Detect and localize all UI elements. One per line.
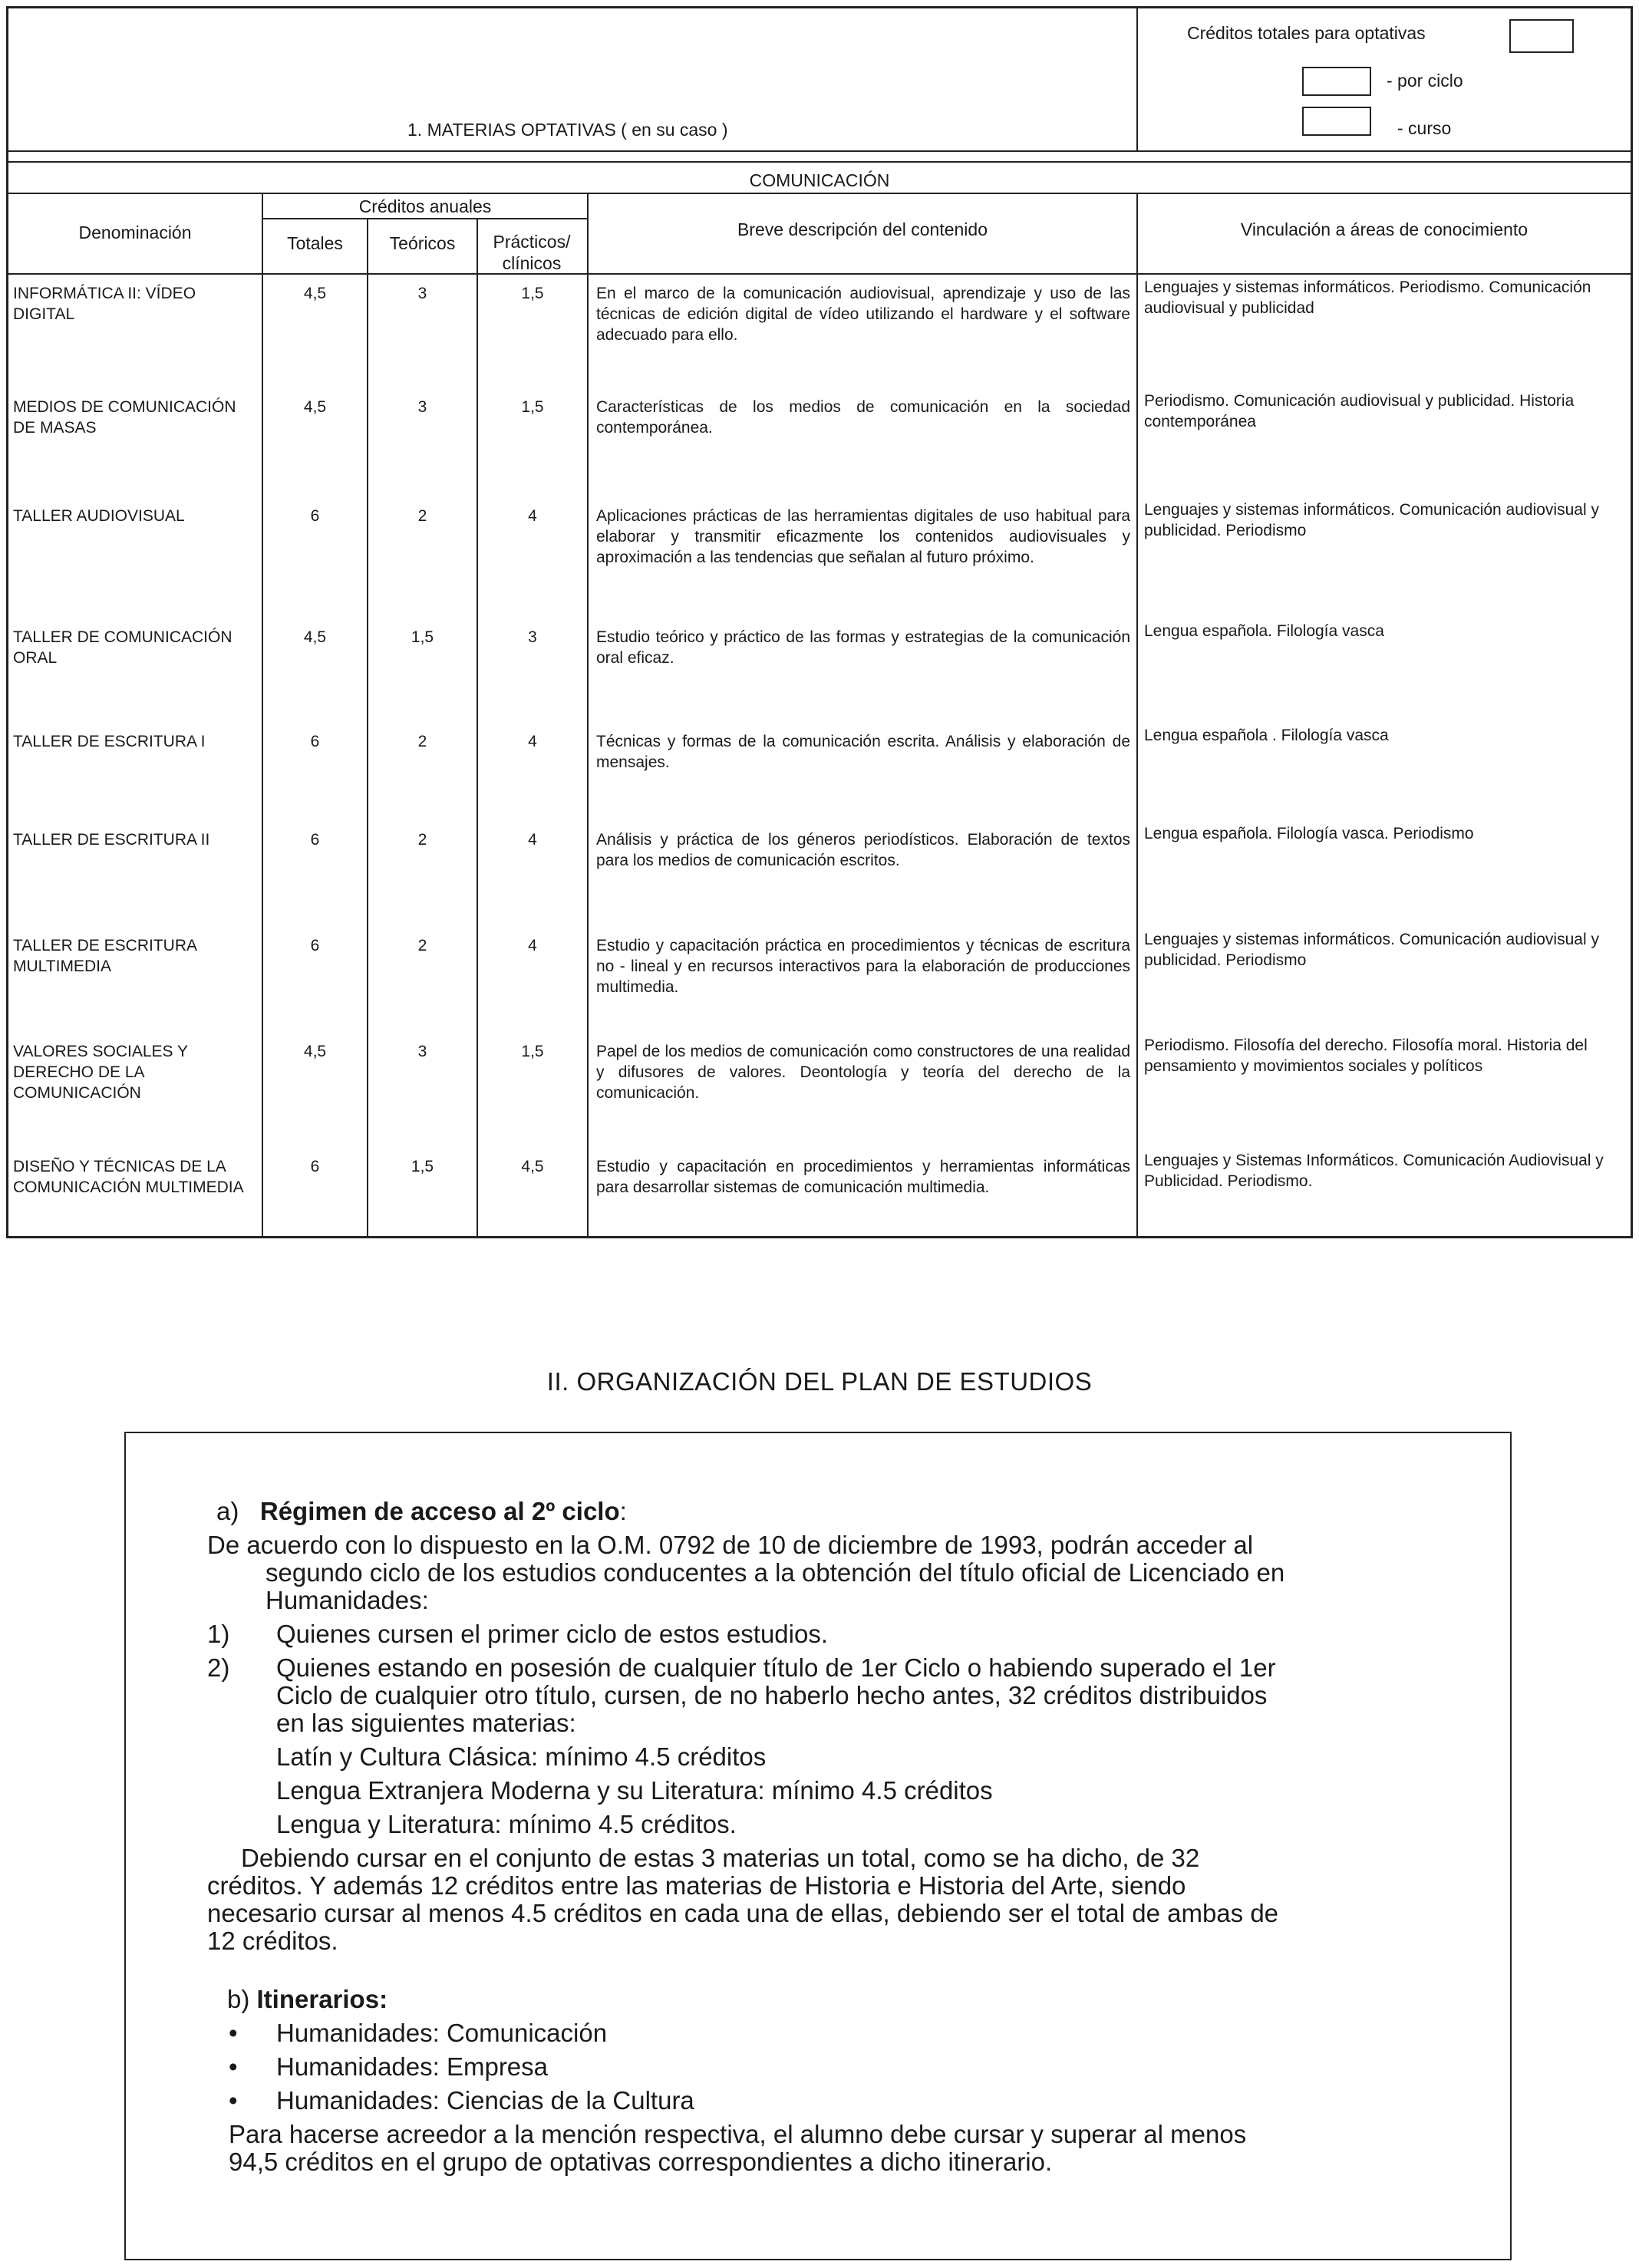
row-4-name: TALLER DE COMUNICACIÓN ORAL [13,628,232,667]
col-creditos-anuales: Créditos anuales [358,196,492,216]
sub-item-2: Lengua Extranjera Moderna y su Literatura: mínimo 4.5 créditos [276,1776,993,1805]
sub-item-1: Latín y Cultura Clásica: mínimo 4.5 créditos [276,1742,767,1771]
bullet-icon-2: • [229,2052,238,2081]
itinerario-1: Humanidades: Comunicación [276,2019,608,2047]
row-8-practicos: 1,5 [521,1043,544,1060]
row-5-totales: 6 [310,733,320,750]
item2-line-2: Ciclo de cualquier otro título, cursen, de no haberlo hecho antes, 32 créditos distribuidos [276,1681,1268,1709]
rule-section-bottom [8,193,1631,194]
row-6-name: TALLER DE ESCRITURA II [13,831,210,849]
item2-line-3: en las siguientes materias: [276,1709,576,1737]
row-1-totales: 4,5 [303,285,327,302]
col-rule-2 [367,218,368,1236]
row-8-areas: Periodismo. Filosofía del derecho. Filosofía moral. Historia del pensamiento y movimientos sociales y políticos [1144,1037,1588,1075]
intro-line-1: De acuerdo con lo dispuesto en la O.M. 0792 de 10 de diciembre de 1993, podrán acceder al [207,1531,1254,1559]
row-9-areas: Lenguajes y Sistemas Informáticos. Comunicación Audiovisual y Publicidad. Periodismo. [1144,1152,1604,1190]
col-denominacion: Denominación [78,223,192,242]
item2-line-1: Quienes estando en posesión de cualquier título de 1er Ciclo o habiendo superado el 1er [276,1653,1276,1682]
col-rule-3 [477,218,478,1236]
row-6-practicos: 4 [528,831,537,849]
row-1-desc: En el marco de la comunicación audiovisual, aprendizaje y uso de las técnicas de edición digital de vídeo utilizando el hardware y el software adecuado para ello. [596,285,1130,344]
para-line-3: necesario cursar al menos 4.5 créditos en cada una de ellas, debiendo ser el total de ambas de [207,1899,1279,1927]
materias-title: 1. MATERIAS OPTATIVAS ( en su caso ) [407,120,728,140]
row-3-name: TALLER AUDIOVISUAL [13,507,185,525]
heading-a-text: Régimen de acceso al 2º ciclo [259,1497,620,1525]
item2-num: 2) [207,1653,230,1682]
row-4-teoricos: 1,5 [411,628,434,646]
row-1-areas: Lenguajes y sistemas informáticos. Periodismo. Comunicación audiovisual y publicidad [1144,279,1591,317]
por-ciclo-box[interactable] [1302,67,1371,96]
itinerario-3: Humanidades: Ciencias de la Cultura [276,2086,694,2115]
row-4-areas: Lengua española. Filología vasca [1144,622,1384,640]
row-6-teoricos: 2 [417,831,427,849]
optativas-table [6,6,1633,1238]
heading-b-marker: b) [227,1985,250,2013]
row-3-totales: 6 [310,507,320,525]
row-3-practicos: 4 [528,507,537,525]
row-7-practicos: 4 [528,937,537,954]
bullet-icon-3: • [229,2086,238,2115]
rule-header-bottom-2 [8,161,1631,163]
row-2-desc: Características de los medios de comunicación en la sociedad contemporánea. [596,398,1130,437]
heading-a-colon: : [619,1497,627,1525]
col-totales: Totales [287,233,343,253]
row-5-areas: Lengua española . Filología vasca [1144,727,1389,744]
row-2-practicos: 1,5 [521,398,544,416]
col-practicos: Prácticos/ clínicos [493,232,571,273]
col-rule-5 [1136,193,1138,1236]
heading-a [216,1495,627,1528]
rule-header-bottom [8,150,1631,152]
para-line-1: Debiendo cursar en el conjunto de estas 3 materias un total, como se ha dicho, de 32 [241,1844,1200,1872]
row-1-practicos: 1,5 [521,285,544,302]
row-9-totales: 6 [310,1158,320,1175]
row-6-desc: Análisis y práctica de los géneros periodísticos. Elaboración de textos para los medios de comunicación escritos. [596,831,1130,869]
row-5-teoricos: 2 [417,733,427,750]
heading-a-marker: a) [216,1497,239,1525]
intro-line-3: Humanidades: [265,1586,429,1614]
row-8-desc: Papel de los medios de comunicación como constructores de una realidad y difusores de valores. Deontología y teoría del derecho de la comunicación. [596,1043,1130,1102]
row-4-practicos: 3 [528,628,537,646]
por-ciclo-label: - por ciclo [1387,71,1463,91]
row-7-teoricos: 2 [417,937,427,954]
row-5-name: TALLER DE ESCRITURA I [13,733,206,750]
row-4-desc: Estudio teórico y práctico de las formas y estrategias de la comunicación oral eficaz. [596,628,1130,667]
creditos-totales-box[interactable] [1509,19,1574,53]
intro-line-2: segundo ciclo de los estudios conducentes a la obtención del título oficial de Licenciado en [265,1558,1285,1587]
item1-num: 1) [207,1620,230,1648]
col-descripcion: Breve descripción del contenido [737,219,988,239]
curso-label: - curso [1397,118,1452,138]
final-line-1: Para hacerse acreedor a la mención respectiva, el alumno debe cursar y superar al menos [229,2120,1247,2148]
row-7-areas: Lenguajes y sistemas informáticos. Comunicación audiovisual y publicidad. Periodismo [1144,931,1599,969]
row-3-areas: Lenguajes y sistemas informáticos. Comunicación audiovisual y publicidad. Periodismo [1144,501,1599,539]
heading-b [227,1983,387,2016]
row-1-teoricos: 3 [417,285,427,302]
col-teoricos: Teóricos [389,233,456,253]
row-8-teoricos: 3 [417,1043,427,1060]
final-line-2: 94,5 créditos en el grupo de optativas correspondientes a dicho itinerario. [229,2148,1053,2176]
rule-creditos-sub [262,218,587,219]
itinerario-2: Humanidades: Empresa [276,2052,549,2081]
col-rule-4 [587,193,589,1236]
section-title: II. ORGANIZACIÓN DEL PLAN DE ESTUDIOS [546,1367,1093,1396]
col-rule-1 [262,193,263,1236]
bullet-icon-1: • [229,2019,238,2047]
row-9-desc: Estudio y capacitación en procedimientos y herramientas informáticas para desarrollar sistemas de comunicación multimedia. [596,1158,1130,1196]
row-8-name: VALORES SOCIALES Y DERECHO DE LA COMUNICACIÓN [13,1043,188,1102]
row-7-name: TALLER DE ESCRITURA MULTIMEDIA [13,937,196,975]
row-3-desc: Aplicaciones prácticas de las herramientas digitales de uso habitual para elaborar y transmitir eficazmente los contenidos audiovisuales y aproximación a las tendencias que señalan al futuro próximo. [596,507,1130,566]
row-7-desc: Estudio y capacitación práctica en procedimientos y técnicas de escritura no - lineal y en recursos interactivos para la elaboración de producciones multimedia. [596,937,1130,996]
row-2-name: MEDIOS DE COMUNICACIÓN DE MASAS [13,398,236,437]
row-8-totales: 4,5 [303,1043,327,1060]
heading-b-text: Itinerarios: [256,1985,388,2013]
item1-text: Quienes cursen el primer ciclo de estos estudios. [276,1620,829,1648]
plan-organization-box [124,1432,1512,2260]
row-2-teoricos: 3 [417,398,427,416]
para-line-2: créditos. Y además 12 créditos entre las materias de Historia e Historia del Arte, siendo [207,1871,1186,1900]
row-3-teoricos: 2 [417,507,427,525]
row-4-totales: 4,5 [303,628,327,646]
creditos-totales-label: Créditos totales para optativas [1187,23,1426,43]
para-line-4: 12 créditos. [207,1927,338,1955]
row-5-practicos: 4 [528,733,537,750]
row-2-areas: Periodismo. Comunicación audiovisual y publicidad. Historia contemporánea [1144,392,1575,430]
row-5-desc: Técnicas y formas de la comunicación escrita. Análisis y elaboración de mensajes. [596,733,1130,771]
row-9-teoricos: 1,5 [411,1158,434,1175]
section-comunicacion: COMUNICACIÓN [749,170,890,190]
row-9-name: DISEÑO Y TÉCNICAS DE LA COMUNICACIÓN MULTIMEDIA [13,1158,244,1196]
curso-box[interactable] [1302,107,1371,136]
rule-header-split [1136,8,1138,150]
row-2-totales: 4,5 [303,398,327,416]
row-1-name: INFORMÁTICA II: VÍDEO DIGITAL [13,285,196,323]
rule-columns-bottom [8,273,1631,275]
col-vinculacion: Vinculación a áreas de conocimiento [1240,219,1529,239]
row-7-totales: 6 [310,937,320,954]
col-rule-6 [1631,193,1632,1236]
row-6-areas: Lengua española. Filología vasca. Periodismo [1144,825,1474,842]
row-9-practicos: 4,5 [521,1158,544,1175]
row-6-totales: 6 [310,831,320,849]
sub-item-3: Lengua y Literatura: mínimo 4.5 créditos. [276,1810,737,1838]
